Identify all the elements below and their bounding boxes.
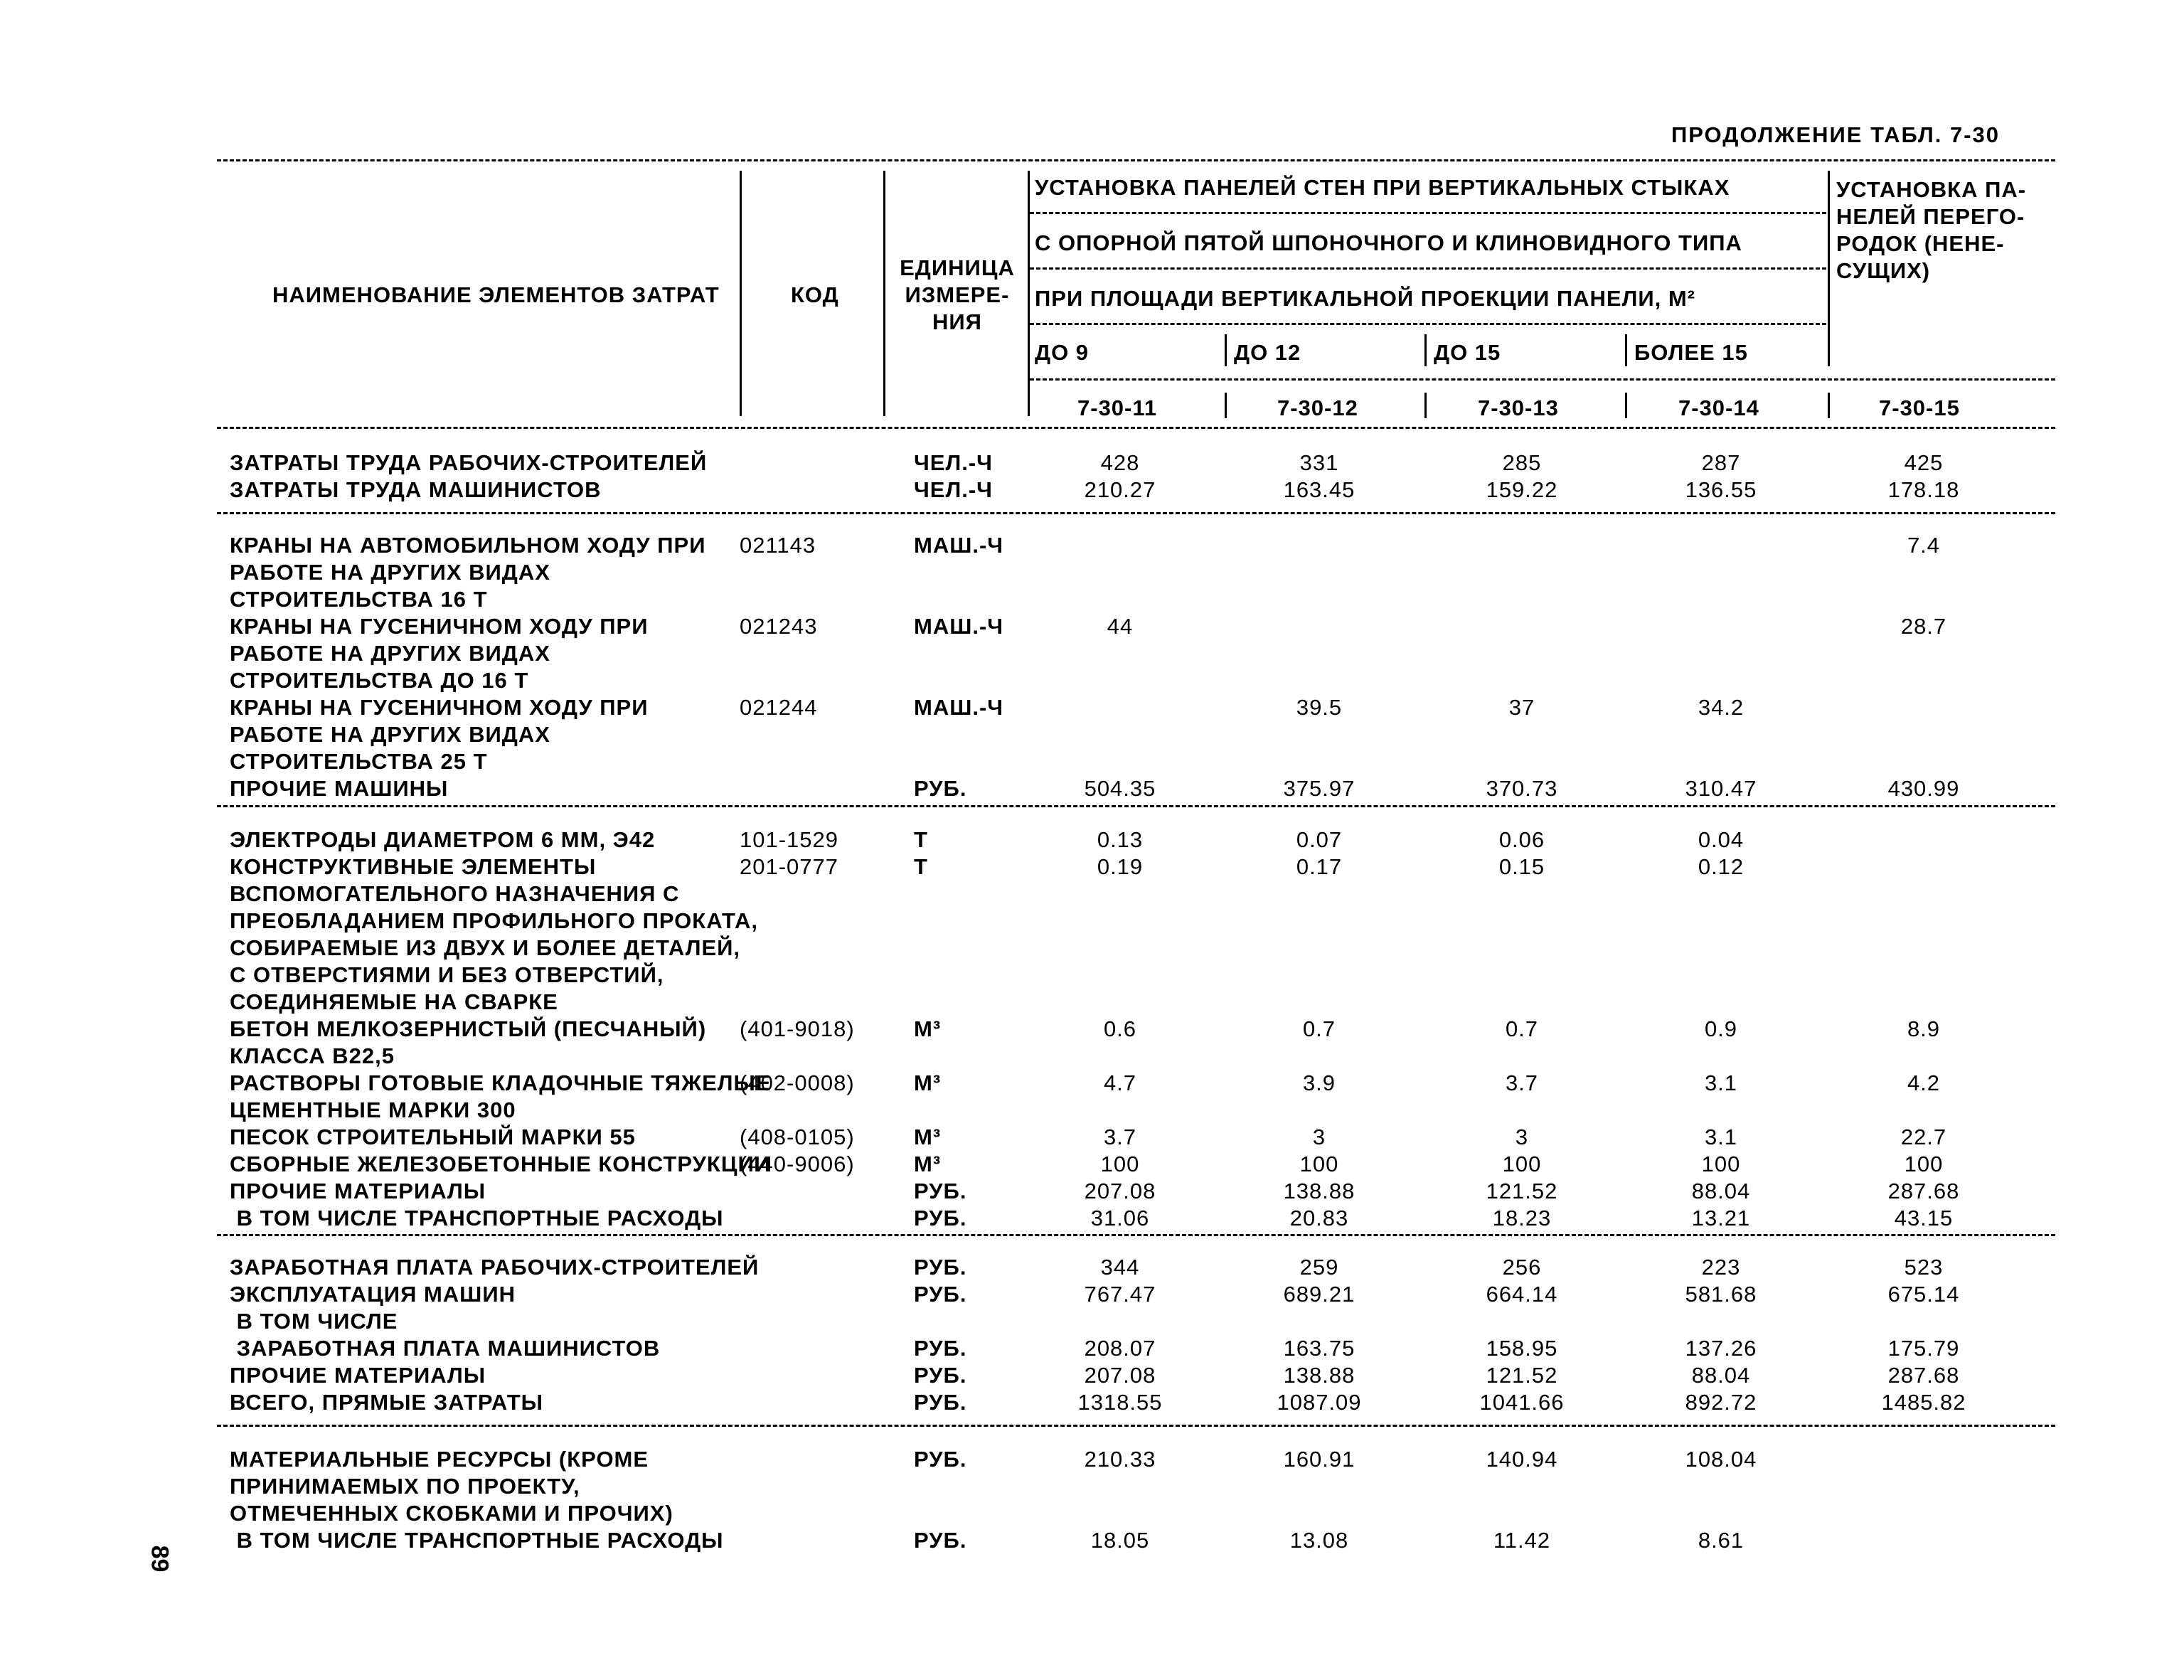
- divider-area-4: [1625, 334, 1627, 366]
- row-value: 523: [1904, 1255, 1944, 1280]
- row-value: 3.7: [1103, 1125, 1137, 1149]
- page-number: 89: [146, 1545, 174, 1573]
- row-unit: РУБ.: [914, 1528, 967, 1553]
- row-value: 163.45: [1283, 477, 1355, 502]
- row-value: 100: [1701, 1152, 1741, 1176]
- row-name: СБОРНЫЕ ЖЕЛЕЗОБЕТОННЫЕ КОНСТРУКЦИИ: [230, 1152, 772, 1176]
- table-row: [0, 1446, 2184, 1473]
- row-value: 1318.55: [1077, 1390, 1163, 1415]
- row-value: 287.68: [1887, 1179, 1960, 1203]
- continuation-label: ПРОДОЛЖЕНИЕ ТАБЛ. 7-30: [1671, 122, 2000, 147]
- row-value: 767.47: [1084, 1282, 1156, 1307]
- row-value: 0.15: [1498, 854, 1545, 879]
- table-row: [0, 1308, 2184, 1335]
- table-row: [0, 962, 2184, 989]
- row-name: ЭКСПЛУАТАЦИЯ МАШИН: [230, 1282, 516, 1307]
- table-row: [0, 667, 2184, 694]
- row-value: 207.08: [1084, 1363, 1156, 1388]
- row-name: ВСПОМОГАТЕЛЬНОГО НАЗНАЧЕНИЯ С: [230, 881, 680, 906]
- row-code: 021243: [740, 614, 818, 639]
- table-row: [0, 854, 2184, 881]
- row-name: КРАНЫ НА ГУСЕНИЧНОМ ХОДУ ПРИ: [230, 695, 649, 720]
- row-value: 136.55: [1685, 477, 1757, 502]
- header-area-3: ДО 15: [1434, 340, 1501, 365]
- divider-code-3: [1424, 393, 1427, 418]
- row-value: 158.95: [1486, 1336, 1558, 1361]
- row-unit: РУБ.: [914, 776, 967, 801]
- row-code: 021244: [740, 695, 818, 720]
- row-value: 0.7: [1505, 1016, 1539, 1041]
- row-unit: РУБ.: [914, 1282, 967, 1307]
- row-value: 108.04: [1685, 1447, 1757, 1472]
- row-value: 675.14: [1887, 1282, 1960, 1307]
- header-bottom-border: [217, 427, 2055, 429]
- row-value: 1087.09: [1277, 1390, 1362, 1415]
- row-unit: МАШ.-Ч: [914, 614, 1004, 639]
- row-unit: МАШ.-Ч: [914, 695, 1004, 720]
- row-value: 13.21: [1691, 1206, 1751, 1230]
- row-value: 0.12: [1698, 854, 1744, 879]
- row-name: РАСТВОРЫ ГОТОВЫЕ КЛАДОЧНЫЕ ТЯЖЕЛЫЕ: [230, 1070, 772, 1095]
- table-row: [0, 775, 2184, 802]
- row-name: В ТОМ ЧИСЛЕ ТРАНСПОРТНЫЕ РАСХОДЫ: [230, 1206, 724, 1230]
- section-divider-4: [217, 1425, 2055, 1427]
- row-code: 021143: [740, 533, 816, 558]
- row-name: ЦЕМЕНТНЫЕ МАРКИ 300: [230, 1097, 516, 1122]
- row-unit: М³: [914, 1152, 942, 1176]
- row-value: 13.08: [1289, 1528, 1349, 1553]
- row-name: КОНСТРУКТИВНЫЕ ЭЛЕМЕНТЫ: [230, 854, 597, 879]
- row-value: 175.79: [1887, 1336, 1960, 1361]
- divider-area-3: [1424, 334, 1427, 366]
- row-value: 18.23: [1492, 1206, 1552, 1230]
- row-value: 425: [1904, 450, 1944, 475]
- row-value: 428: [1100, 450, 1140, 475]
- header-sub-line-4: [1030, 378, 2055, 381]
- row-name: СТРОИТЕЛЬСТВА 25 Т: [230, 749, 488, 774]
- table-row: [0, 1043, 2184, 1070]
- table-row: [0, 1473, 2184, 1500]
- table-row: [0, 989, 2184, 1016]
- row-code: (440-9006): [740, 1152, 855, 1176]
- row-value: 504.35: [1084, 776, 1156, 801]
- row-name: ЗАРАБОТНАЯ ПЛАТА МАШИНИСТОВ: [230, 1336, 661, 1361]
- row-value: 100: [1502, 1152, 1542, 1176]
- row-value: 1485.82: [1881, 1390, 1966, 1415]
- row-code: 101-1529: [740, 827, 839, 852]
- header-sub-line-2: [1030, 267, 1826, 270]
- row-value: 310.47: [1685, 776, 1757, 801]
- divider-area-2: [1225, 334, 1227, 366]
- table-row: [0, 1254, 2184, 1281]
- row-unit: РУБ.: [914, 1255, 967, 1280]
- row-code: (408-0105): [740, 1125, 855, 1149]
- table-row: [0, 721, 2184, 748]
- header-col-code: КОД: [791, 282, 839, 307]
- section-divider-2: [217, 805, 2055, 807]
- table-row: [0, 826, 2184, 854]
- row-value: 18.05: [1090, 1528, 1150, 1553]
- row-name: КРАНЫ НА ГУСЕНИЧНОМ ХОДУ ПРИ: [230, 614, 649, 639]
- row-name: В ТОМ ЧИСЛЕ ТРАНСПОРТНЫЕ РАСХОДЫ: [230, 1528, 724, 1553]
- row-code: (402-0008): [740, 1070, 855, 1095]
- row-value: 34.2: [1698, 695, 1744, 720]
- row-name: СОБИРАЕМЫЕ ИЗ ДВУХ И БОЛЕЕ ДЕТАЛЕЙ,: [230, 935, 741, 960]
- row-value: 178.18: [1887, 477, 1960, 502]
- table-row: [0, 1070, 2184, 1097]
- row-unit: М³: [914, 1016, 942, 1041]
- row-value: 0.7: [1302, 1016, 1336, 1041]
- table-row: [0, 1151, 2184, 1178]
- row-value: 22.7: [1900, 1125, 1947, 1149]
- row-value: 285: [1502, 450, 1542, 475]
- row-value: 0.6: [1103, 1016, 1137, 1041]
- row-name: В ТОМ ЧИСЛЕ: [230, 1309, 398, 1334]
- row-value: 3: [1312, 1125, 1326, 1149]
- header-code-2: 7-30-12: [1277, 395, 1358, 420]
- divider-code-4: [1625, 393, 1627, 418]
- row-value: 0.06: [1498, 827, 1545, 852]
- table-row: [0, 748, 2184, 775]
- row-unit: ЧЕЛ.-Ч: [914, 450, 993, 475]
- divider-values-last: [1828, 171, 1830, 366]
- row-name: СТРОИТЕЛЬСТВА 16 Т: [230, 587, 488, 612]
- table-row: [0, 1500, 2184, 1527]
- row-value: 4.2: [1907, 1070, 1941, 1095]
- row-name: МАТЕРИАЛЬНЫЕ РЕСУРСЫ (КРОМЕ: [230, 1447, 649, 1472]
- header-code-4: 7-30-14: [1678, 395, 1759, 420]
- row-value: 100: [1299, 1152, 1339, 1176]
- row-name: ПРИНИМАЕМЫХ ПО ПРОЕКТУ,: [230, 1474, 580, 1499]
- table-row: [0, 1097, 2184, 1124]
- row-value: 138.88: [1283, 1179, 1355, 1203]
- row-name: РАБОТЕ НА ДРУГИХ ВИДАХ: [230, 641, 550, 666]
- row-value: 159.22: [1486, 477, 1558, 502]
- row-value: 210.33: [1084, 1447, 1156, 1472]
- row-value: 31.06: [1090, 1206, 1150, 1230]
- row-value: 3.1: [1704, 1125, 1738, 1149]
- row-name: РАБОТЕ НА ДРУГИХ ВИДАХ: [230, 560, 550, 585]
- divider-code-unit: [883, 171, 885, 416]
- row-name: БЕТОН МЕЛКОЗЕРНИСТЫЙ (ПЕСЧАНЫЙ): [230, 1016, 707, 1041]
- row-name: РАБОТЕ НА ДРУГИХ ВИДАХ: [230, 722, 550, 747]
- row-value: 256: [1502, 1255, 1542, 1280]
- table-row: [0, 1281, 2184, 1308]
- row-name: ЗАТРАТЫ ТРУДА РАБОЧИХ-СТРОИТЕЛЕЙ: [230, 450, 708, 475]
- row-value: 689.21: [1283, 1282, 1355, 1307]
- row-name: ПЕСОК СТРОИТЕЛЬНЫЙ МАРКИ 55: [230, 1125, 636, 1149]
- table-row: [0, 1016, 2184, 1043]
- table-row: [0, 1335, 2184, 1362]
- table-row: [0, 613, 2184, 640]
- row-value: 43.15: [1894, 1206, 1954, 1230]
- row-name: ЭЛЕКТРОДЫ ДИАМЕТРОМ 6 ММ, Э42: [230, 827, 656, 852]
- divider-code-5: [1828, 393, 1830, 418]
- row-value: 137.26: [1685, 1336, 1757, 1361]
- row-code: 201-0777: [740, 854, 839, 879]
- table-row: [0, 559, 2184, 586]
- row-value: 44: [1107, 614, 1134, 639]
- row-value: 0.04: [1698, 827, 1744, 852]
- header-code-3: 7-30-13: [1478, 395, 1559, 420]
- row-name: ПРЕОБЛАДАНИЕМ ПРОФИЛЬНОГО ПРОКАТА,: [230, 908, 759, 933]
- row-value: 1041.66: [1479, 1390, 1565, 1415]
- row-value: 259: [1299, 1255, 1339, 1280]
- row-value: 208.07: [1084, 1336, 1156, 1361]
- header-area-2: ДО 12: [1234, 340, 1301, 365]
- table-row: [0, 1178, 2184, 1205]
- row-name: КРАНЫ НА АВТОМОБИЛЬНОМ ХОДУ ПРИ: [230, 533, 706, 558]
- divider-code-2: [1225, 393, 1227, 418]
- row-unit: М³: [914, 1070, 942, 1095]
- table-row: [0, 450, 2184, 477]
- section-divider-3: [217, 1234, 2055, 1236]
- row-name: ПРОЧИЕ МАТЕРИАЛЫ: [230, 1363, 486, 1388]
- row-unit: М³: [914, 1125, 942, 1149]
- table-row: [0, 1362, 2184, 1389]
- table-row: [0, 1124, 2184, 1151]
- row-name: СОЕДИНЯЕМЫЕ НА СВАРКЕ: [230, 989, 558, 1014]
- row-value: 160.91: [1283, 1447, 1355, 1472]
- header-col-name: НАИМЕНОВАНИЕ ЭЛЕМЕНТОВ ЗАТРАТ: [272, 282, 720, 307]
- row-unit: РУБ.: [914, 1390, 967, 1415]
- row-unit: РУБ.: [914, 1363, 967, 1388]
- row-name: СТРОИТЕЛЬСТВА ДО 16 Т: [230, 668, 529, 693]
- row-name: С ОТВЕРСТИЯМИ И БЕЗ ОТВЕРСТИЙ,: [230, 962, 664, 987]
- row-value: 39.5: [1296, 695, 1343, 720]
- row-value: 8.9: [1907, 1016, 1941, 1041]
- header-area-1: ДО 9: [1035, 340, 1090, 365]
- table-row: [0, 477, 2184, 504]
- row-value: 664.14: [1486, 1282, 1558, 1307]
- row-value: 287.68: [1887, 1363, 1960, 1388]
- row-unit: МАШ.-Ч: [914, 533, 1004, 558]
- header-area-4: БОЛЕЕ 15: [1634, 340, 1748, 365]
- row-value: 344: [1100, 1255, 1140, 1280]
- header-last-col: УСТАНОВКА ПА- НЕЛЕЙ ПЕРЕГО- РОДОК (НЕНЕ- СУЩИХ): [1836, 177, 2027, 283]
- row-value: 20.83: [1289, 1206, 1349, 1230]
- header-col-unit: ЕДИНИЦА ИЗМЕРЕ- НИЯ: [900, 255, 1015, 334]
- row-value: 0.9: [1704, 1016, 1738, 1041]
- row-value: 163.75: [1283, 1336, 1355, 1361]
- header-code-1: 7-30-11: [1077, 395, 1158, 420]
- table-row: [0, 908, 2184, 935]
- row-value: 581.68: [1685, 1282, 1757, 1307]
- row-value: 370.73: [1486, 776, 1558, 801]
- header-sub-line-1: [1030, 212, 1826, 214]
- table-top-border: [217, 159, 2055, 161]
- row-value: 3.9: [1302, 1070, 1336, 1095]
- row-value: 207.08: [1084, 1179, 1156, 1203]
- row-value: 3.7: [1505, 1070, 1539, 1095]
- row-name: ЗАРАБОТНАЯ ПЛАТА РАБОЧИХ-СТРОИТЕЛЕЙ: [230, 1255, 760, 1280]
- row-value: 28.7: [1900, 614, 1947, 639]
- row-value: 210.27: [1084, 477, 1156, 502]
- row-name: ПРОЧИЕ МАШИНЫ: [230, 776, 449, 801]
- row-name: ПРОЧИЕ МАТЕРИАЛЫ: [230, 1179, 486, 1203]
- header-group-sub2: ПРИ ПЛОЩАДИ ВЕРТИКАЛЬНОЙ ПРОЕКЦИИ ПАНЕЛИ, М²: [1035, 286, 1695, 311]
- row-name: КЛАССА В22,5: [230, 1043, 395, 1068]
- row-value: 0.07: [1296, 827, 1343, 852]
- row-name: ОТМЕЧЕННЫХ СКОБКАМИ И ПРОЧИХ): [230, 1501, 673, 1526]
- row-value: 7.4: [1907, 533, 1941, 558]
- table-row: [0, 935, 2184, 962]
- row-value: 430.99: [1887, 776, 1960, 801]
- row-value: 140.94: [1486, 1447, 1558, 1472]
- table-row: [0, 881, 2184, 908]
- row-value: 892.72: [1685, 1390, 1757, 1415]
- row-unit: Т: [914, 854, 928, 879]
- row-value: 3.1: [1704, 1070, 1738, 1095]
- table-row: [0, 1389, 2184, 1416]
- row-value: 0.17: [1296, 854, 1343, 879]
- row-value: 121.52: [1486, 1179, 1558, 1203]
- header-code-5: 7-30-15: [1879, 395, 1960, 420]
- row-value: 223: [1701, 1255, 1741, 1280]
- row-value: 0.19: [1097, 854, 1144, 879]
- row-value: 331: [1299, 450, 1339, 475]
- header-sub-line-3: [1030, 323, 1826, 325]
- row-unit: Т: [914, 827, 928, 852]
- header-group-sub1: С ОПОРНОЙ ПЯТОЙ ШПОНОЧНОГО И КЛИНОВИДНОГО ТИПА: [1035, 230, 1742, 255]
- row-value: 3: [1515, 1125, 1529, 1149]
- row-value: 88.04: [1691, 1363, 1751, 1388]
- table-row: [0, 1205, 2184, 1232]
- divider-name-code: [740, 171, 742, 416]
- row-value: 100: [1100, 1152, 1140, 1176]
- row-name: ВСЕГО, ПРЯМЫЕ ЗАТРАТЫ: [230, 1390, 543, 1415]
- row-value: 11.42: [1493, 1528, 1551, 1553]
- row-value: 100: [1904, 1152, 1944, 1176]
- row-unit: РУБ.: [914, 1206, 967, 1230]
- row-unit: РУБ.: [914, 1336, 967, 1361]
- row-unit: РУБ.: [914, 1447, 967, 1472]
- header-group-title: УСТАНОВКА ПАНЕЛЕЙ СТЕН ПРИ ВЕРТИКАЛЬНЫХ СТЫКАХ: [1035, 175, 1730, 200]
- table-row: [0, 640, 2184, 667]
- row-value: 4.7: [1103, 1070, 1137, 1095]
- row-value: 37: [1508, 695, 1535, 720]
- row-value: 121.52: [1486, 1363, 1558, 1388]
- row-value: 88.04: [1691, 1179, 1751, 1203]
- table-row: [0, 694, 2184, 721]
- row-value: 138.88: [1283, 1363, 1355, 1388]
- row-name: ЗАТРАТЫ ТРУДА МАШИНИСТОВ: [230, 477, 602, 502]
- row-unit: ЧЕЛ.-Ч: [914, 477, 993, 502]
- row-code: (401-9018): [740, 1016, 855, 1041]
- table-row: [0, 586, 2184, 613]
- row-value: 0.13: [1097, 827, 1144, 852]
- row-value: 8.61: [1698, 1528, 1744, 1553]
- row-unit: РУБ.: [914, 1179, 967, 1203]
- row-value: 287: [1701, 450, 1741, 475]
- row-value: 375.97: [1283, 776, 1355, 801]
- table-row: [0, 1527, 2184, 1554]
- table-row: [0, 532, 2184, 559]
- section-divider-1: [217, 512, 2055, 514]
